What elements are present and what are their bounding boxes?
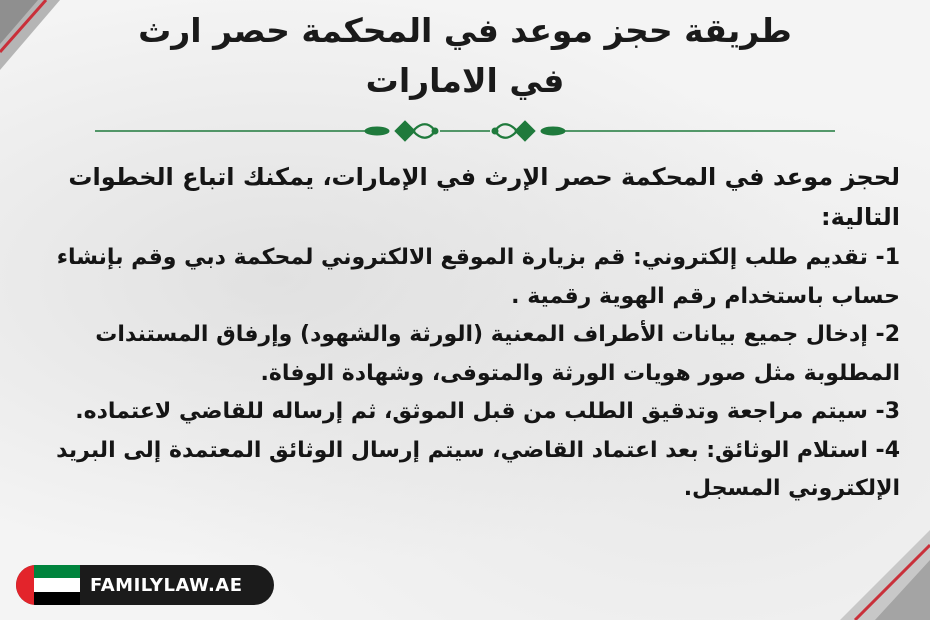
intro-text: لحجز موعد في المحكمة حصر الإرث في الإمارات، يمكنك اتباع الخطوات التالية: — [68, 163, 900, 231]
brand-name: FAMILYLAW.AE — [90, 574, 243, 596]
ornamental-divider — [95, 118, 835, 144]
title-line-2: في الامارات — [365, 61, 565, 100]
step-4: 4- استلام الوثائق: بعد اعتماد القاضي، سيتم إرسال الوثائق المعتمدة إلى البريد الإلكتروني المسجل. — [56, 437, 900, 501]
step-1: 1- تقديم طلب إلكتروني: قم بزيارة الموقع الالكتروني لمحكمة دبي وقم بإنشاء حساب باستخدام رقم الهوية رقمية . — [56, 245, 900, 309]
title-line-1: طريقة حجز موعد في المحكمة حصر ارث — [138, 11, 792, 50]
brand-badge — [16, 565, 274, 605]
corner-decoration-bottom-right — [830, 510, 930, 620]
step-2: 2- إدخال جميع بيانات الأطراف المعنية (الورثة والشهود) وإرفاق المستندات المطلوبة مثل صور هويات الورثة والمتوفى، وشهادة الوفاة. — [95, 322, 900, 386]
main-content — [28, 157, 900, 509]
step-3: 3- سيتم مراجعة وتدقيق الطلب من قبل الموثق، ثم إرساله للقاضي لاعتماده. — [75, 399, 900, 424]
page-title — [60, 6, 870, 106]
uae-flag-icon — [16, 565, 80, 605]
